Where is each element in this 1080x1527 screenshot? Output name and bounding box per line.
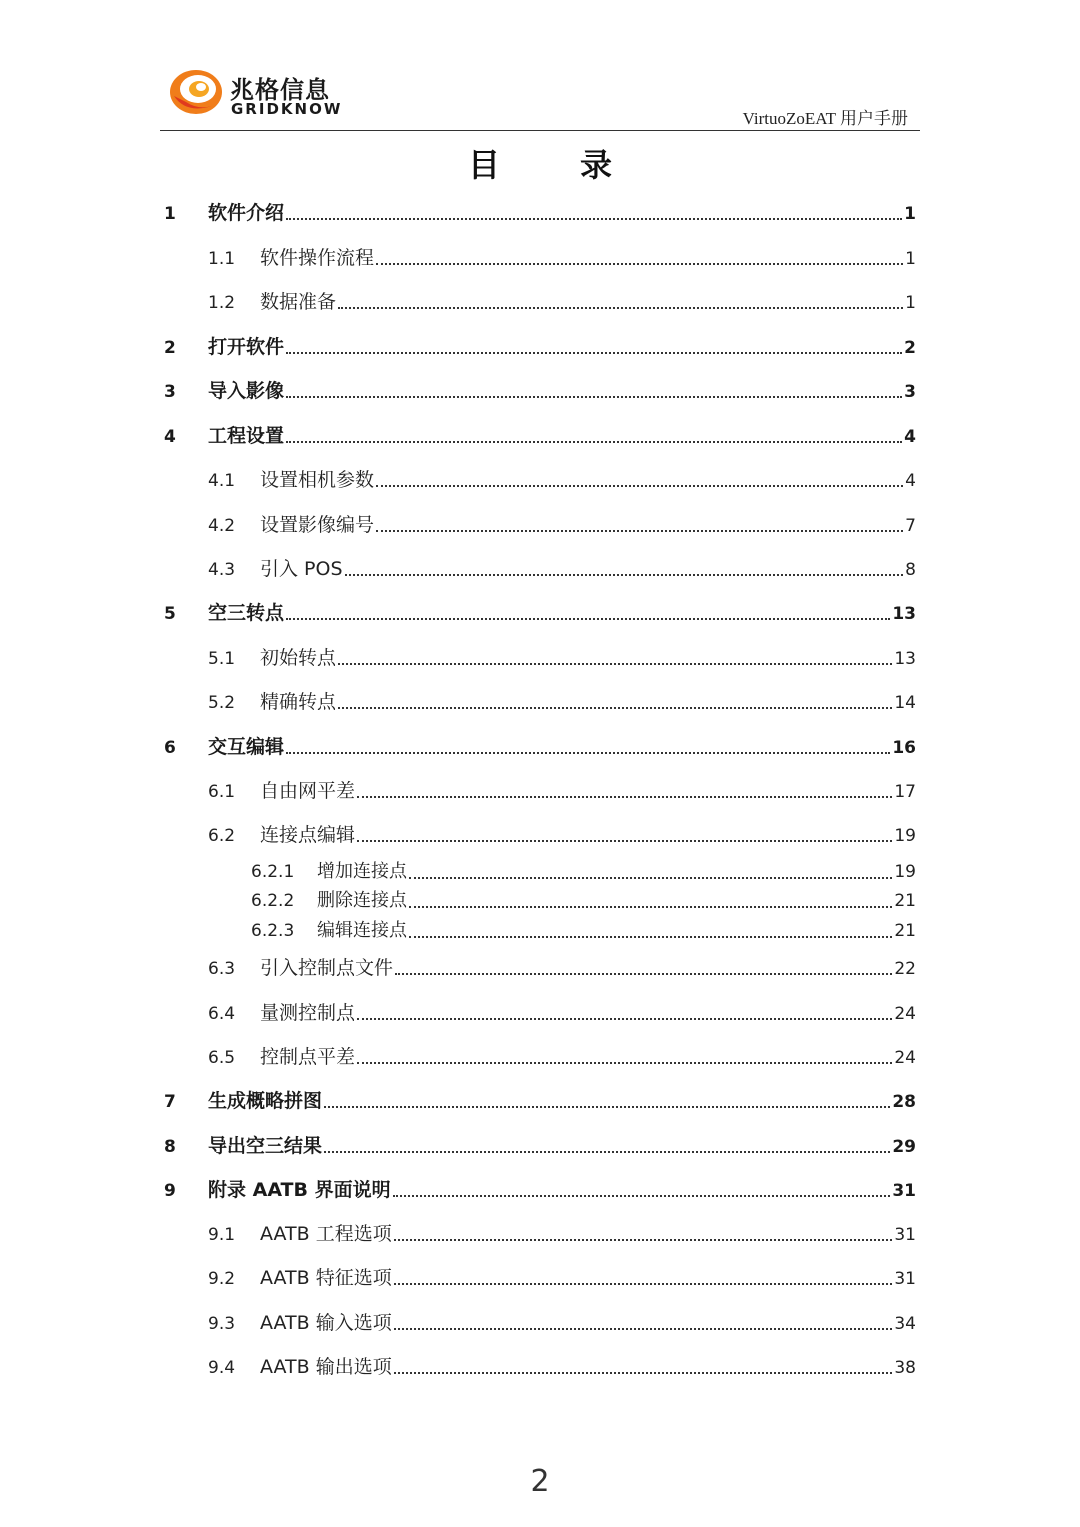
toc-entry-page: 31	[894, 1225, 916, 1245]
toc-entry-number: 6.3	[208, 959, 236, 979]
toc-entry-page: 34	[894, 1314, 916, 1334]
toc-entry-number: 9.3	[208, 1314, 236, 1334]
toc-entry[interactable]	[164, 734, 916, 760]
toc-entry-title: 数据准备	[260, 291, 337, 313]
toc-entry-page: 4	[904, 427, 916, 447]
toc-dot-leader	[393, 1195, 891, 1197]
toc-entry-number: 7	[164, 1092, 176, 1112]
toc-entry-number: 1.1	[208, 249, 236, 269]
toc-entry-page: 19	[894, 826, 916, 846]
toc-heading	[0, 140, 1080, 186]
toc-dot-leader	[394, 1328, 893, 1330]
toc-entry-number: 1.2	[208, 293, 236, 313]
toc-entry-number: 2	[164, 338, 176, 358]
toc-entry[interactable]	[164, 378, 916, 404]
toc-entry-title: 打开软件	[208, 336, 285, 358]
toc-entry-title: 自由网平差	[260, 780, 356, 802]
toc-entry-title: 引入 POS	[260, 558, 343, 580]
toc-entry-page: 17	[894, 782, 916, 802]
toc-entry[interactable]	[208, 1265, 916, 1291]
toc-dot-leader	[394, 1283, 893, 1285]
toc-entry[interactable]	[208, 289, 916, 315]
toc-entry-title: 量测控制点	[260, 1002, 356, 1024]
company-logo	[168, 66, 368, 122]
toc-dot-leader	[286, 618, 890, 620]
toc-dot-leader	[324, 1106, 890, 1108]
toc-entry[interactable]	[164, 600, 916, 626]
toc-heading-part1: 目	[467, 146, 500, 184]
toc-entry-number: 4.2	[208, 516, 236, 536]
toc-entry[interactable]	[208, 1044, 916, 1070]
toc-entry-number: 9.2	[208, 1269, 236, 1289]
toc-entry-number: 6.4	[208, 1004, 236, 1024]
toc-entry-page: 22	[894, 959, 916, 979]
toc-entry-title: 空三转点	[208, 602, 285, 624]
toc-entry-number: 4.3	[208, 560, 236, 580]
toc-entry[interactable]	[208, 245, 916, 271]
toc-entry-page: 1	[904, 204, 916, 224]
toc-entry[interactable]	[164, 1177, 916, 1203]
toc-entry-number: 9.1	[208, 1225, 236, 1245]
toc-entry-number: 1	[164, 204, 176, 224]
toc-entry[interactable]	[208, 556, 916, 582]
toc-entry-title: AATB 输入选项	[260, 1312, 392, 1334]
toc-entry-title: AATB 输出选项	[260, 1356, 392, 1378]
toc-entry-title: 设置影像编号	[260, 514, 375, 536]
toc-entry-number: 9	[164, 1181, 176, 1201]
toc-entry-title: AATB 工程选项	[260, 1223, 392, 1245]
toc-entry-number: 6.2.2	[251, 891, 295, 911]
toc-entry[interactable]	[208, 1221, 916, 1247]
toc-entry-title: 控制点平差	[260, 1046, 356, 1068]
toc-dot-leader	[345, 574, 904, 576]
toc-entry[interactable]	[251, 888, 916, 914]
toc-entry[interactable]	[208, 955, 916, 981]
toc-dot-leader	[376, 530, 903, 532]
toc-entry-page: 21	[894, 891, 916, 911]
header-divider	[160, 130, 920, 131]
toc-entry-number: 8	[164, 1137, 176, 1157]
toc-entry-number: 6.2.3	[251, 921, 295, 941]
toc-heading-part2: 录	[580, 146, 613, 184]
toc-entry-page: 13	[894, 649, 916, 669]
toc-entry-title: 工程设置	[208, 425, 285, 447]
toc-entry-number: 6	[164, 738, 176, 758]
toc-dot-leader	[286, 218, 902, 220]
toc-entry-number: 6.1	[208, 782, 236, 802]
toc-entry[interactable]	[208, 778, 916, 804]
toc-entry-number: 6.2.1	[251, 862, 295, 882]
logo-swirl-icon	[168, 66, 226, 118]
toc-entry[interactable]	[208, 512, 916, 538]
toc-dot-leader	[357, 1018, 892, 1020]
toc-entry-page: 8	[905, 560, 916, 580]
toc-entry-title: 附录 AATB 界面说明	[208, 1179, 391, 1201]
toc-entry-number: 9.4	[208, 1358, 236, 1378]
toc-dot-leader	[395, 973, 892, 975]
toc-entry-title: 删除连接点	[317, 890, 407, 911]
toc-entry[interactable]	[208, 1310, 916, 1336]
toc-entry[interactable]	[251, 918, 916, 944]
toc-dot-leader	[357, 1062, 892, 1064]
toc-dot-leader	[338, 663, 892, 665]
toc-entry[interactable]	[164, 200, 916, 226]
toc-entry[interactable]	[208, 1354, 916, 1380]
toc-entry-page: 16	[892, 738, 916, 758]
toc-entry-title: 导入影像	[208, 380, 285, 402]
toc-entry[interactable]	[251, 859, 916, 885]
toc-entry-number: 5.1	[208, 649, 236, 669]
toc-entry-title: 增加连接点	[317, 861, 407, 882]
toc-entry-page: 1	[905, 249, 916, 269]
document-title: VirtuoZoEAT 用户手册	[742, 109, 908, 128]
toc-entry-page: 2	[904, 338, 916, 358]
page-number: 2	[530, 1464, 550, 1499]
toc-entry-page: 13	[892, 604, 916, 624]
toc-entry-page: 3	[904, 382, 916, 402]
toc-entry-page: 29	[892, 1137, 916, 1157]
toc-dot-leader	[286, 352, 902, 354]
toc-entry-number: 4.1	[208, 471, 236, 491]
toc-dot-leader	[357, 796, 892, 798]
toc-dot-leader	[394, 1239, 893, 1241]
toc-entry-title: 软件操作流程	[260, 247, 375, 269]
toc-entry-page: 4	[905, 471, 916, 491]
toc-dot-leader	[324, 1151, 890, 1153]
toc-dot-leader	[338, 707, 892, 709]
toc-entry-title: 引入控制点文件	[260, 957, 394, 979]
toc-entry-title: 设置相机参数	[260, 469, 375, 491]
toc-dot-leader	[376, 263, 903, 265]
toc-entry[interactable]	[208, 645, 916, 671]
toc-dot-leader	[286, 752, 890, 754]
toc-entry[interactable]	[208, 689, 916, 715]
logo-chinese-name: 兆格信息	[230, 76, 330, 104]
toc-entry[interactable]	[208, 822, 916, 848]
toc-entry-page: 14	[894, 693, 916, 713]
toc-entry-page: 31	[894, 1269, 916, 1289]
toc-entry-page: 1	[905, 293, 916, 313]
toc-entry-page: 24	[894, 1004, 916, 1024]
toc-entry[interactable]	[208, 1000, 916, 1026]
toc-entry-number: 5	[164, 604, 176, 624]
toc-entry-title: 生成概略拼图	[208, 1090, 323, 1112]
toc-entry-number: 4	[164, 427, 176, 447]
toc-dot-leader	[394, 1372, 893, 1374]
toc-dot-leader	[357, 840, 892, 842]
toc-entry[interactable]	[164, 1133, 916, 1159]
toc-entry-page: 19	[894, 862, 916, 882]
toc-entry-page: 28	[892, 1092, 916, 1112]
toc-entry-title: 编辑连接点	[317, 920, 407, 941]
toc-entry[interactable]	[208, 467, 916, 493]
toc-entry-title: 精确转点	[260, 691, 337, 713]
toc-entry-number: 6.2	[208, 826, 236, 846]
toc-dot-leader	[409, 906, 892, 908]
logo-english-name: GRIDKNOW	[231, 100, 343, 118]
toc-entry[interactable]	[164, 1088, 916, 1114]
toc-dot-leader	[409, 877, 892, 879]
toc-entry[interactable]	[164, 334, 916, 360]
toc-entry-title: AATB 特征选项	[260, 1267, 392, 1289]
toc-entry-title: 连接点编辑	[260, 824, 356, 846]
toc-entry-title: 初始转点	[260, 647, 337, 669]
toc-dot-leader	[338, 307, 903, 309]
toc-entry-page: 31	[892, 1181, 916, 1201]
toc-dot-leader	[286, 441, 902, 443]
toc-dot-leader	[376, 485, 903, 487]
toc-entry[interactable]	[164, 423, 916, 449]
toc-entry-number: 5.2	[208, 693, 236, 713]
toc-entry-number: 6.5	[208, 1048, 236, 1068]
toc-entry-page: 38	[894, 1358, 916, 1378]
toc-entry-page: 21	[894, 921, 916, 941]
toc-entry-page: 7	[905, 516, 916, 536]
toc-dot-leader	[286, 396, 902, 398]
toc-entry-title: 交互编辑	[208, 736, 285, 758]
toc-entry-title: 导出空三结果	[208, 1135, 323, 1157]
toc-dot-leader	[409, 936, 892, 938]
toc-entry-title: 软件介绍	[208, 202, 285, 224]
toc-entry-number: 3	[164, 382, 176, 402]
toc-entry-page: 24	[894, 1048, 916, 1068]
